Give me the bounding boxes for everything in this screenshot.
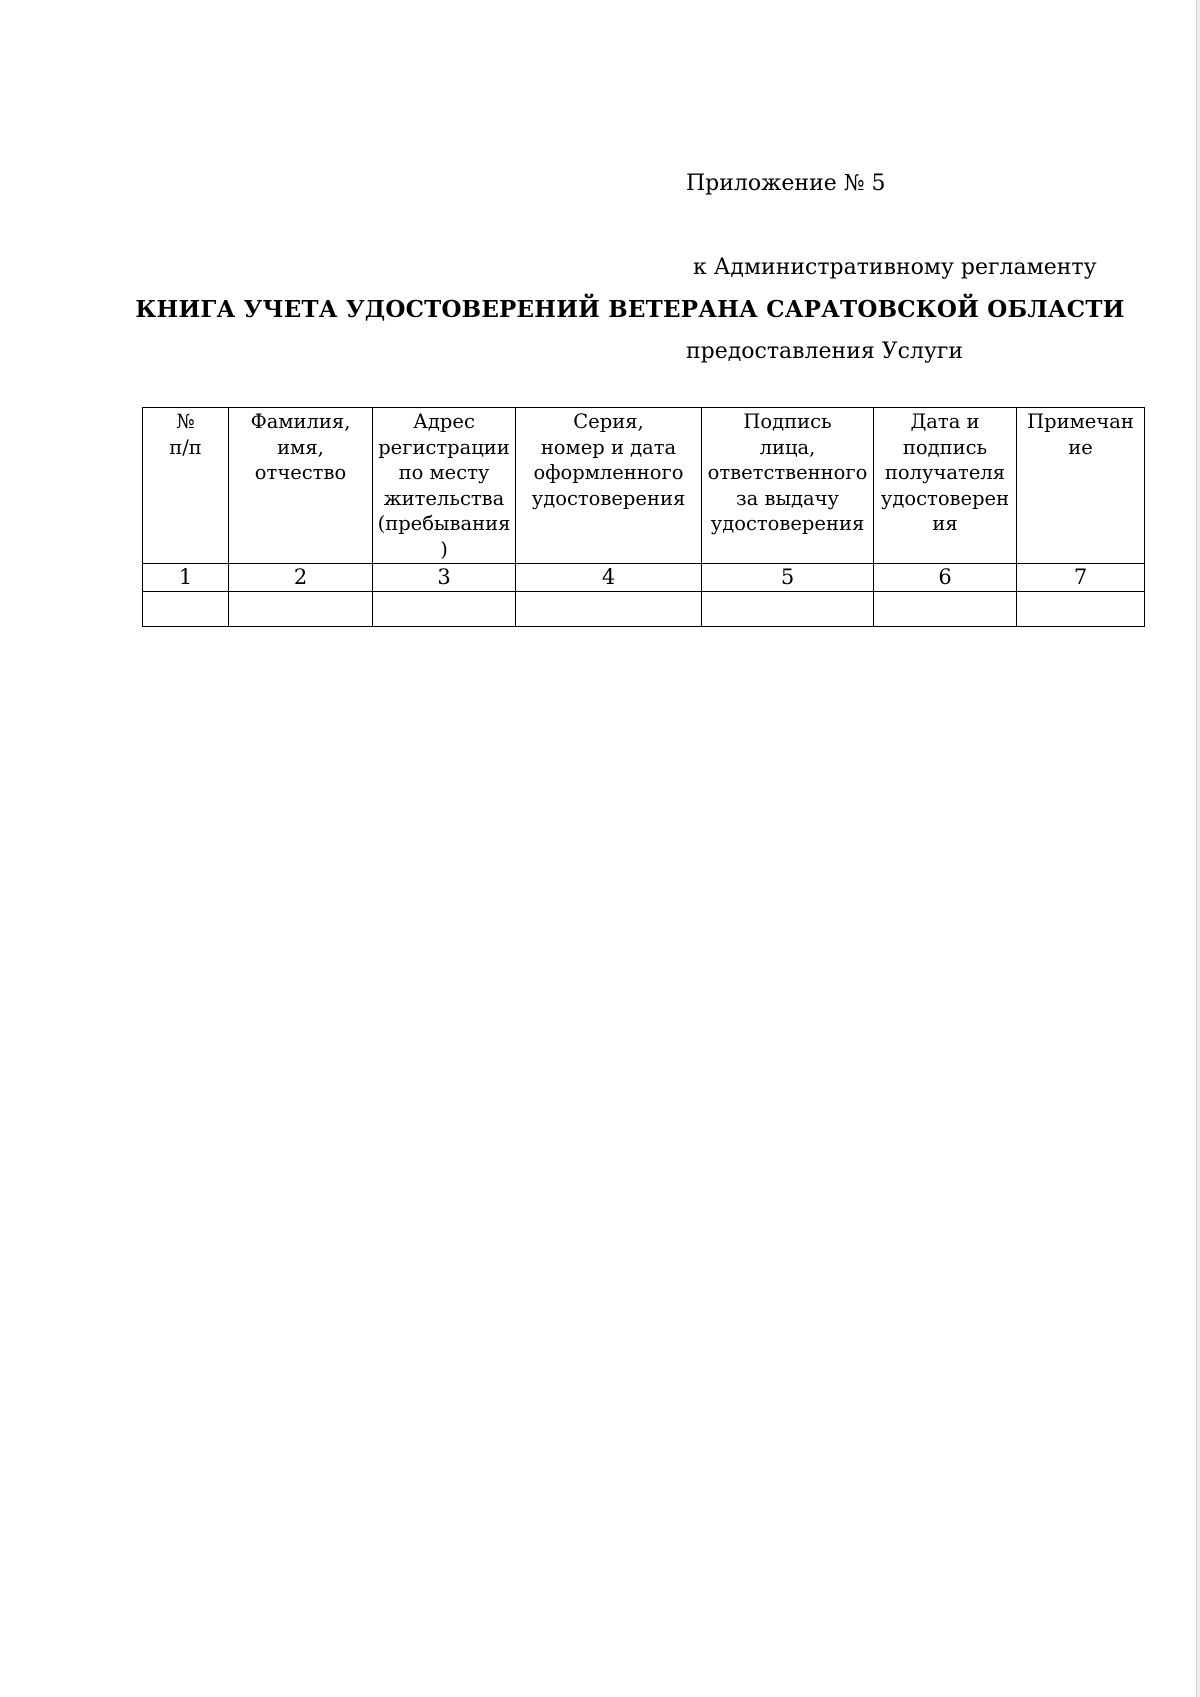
column-number: 3 [373, 563, 516, 591]
header-recipient-signature [874, 408, 1017, 564]
appendix-note [686, 114, 1097, 394]
header-certificate [516, 408, 702, 564]
header-text: за выдачу [736, 486, 839, 510]
empty-cell [229, 591, 373, 626]
column-number: 1 [143, 563, 229, 591]
header-text: Фамилия, [250, 410, 351, 433]
header-number [143, 408, 229, 564]
column-number: 4 [516, 563, 702, 591]
column-number: 2 [229, 563, 373, 591]
header-text: имя, [277, 435, 324, 459]
header-text: ия [932, 512, 958, 536]
column-number: 5 [702, 563, 874, 591]
header-text: № [176, 410, 195, 433]
header-text: (пребывания [377, 512, 511, 536]
header-text: номер и дата [540, 435, 677, 459]
column-number: 7 [1017, 563, 1145, 591]
header-text: Серия, [573, 410, 644, 433]
empty-cell [1017, 591, 1145, 626]
empty-cell [143, 591, 229, 626]
header-text: Примечан [1027, 410, 1134, 433]
register-table [142, 407, 1145, 627]
appendix-line-3: предоставления Услуги [686, 339, 964, 364]
header-note [1017, 408, 1145, 564]
header-text: ) [440, 537, 448, 561]
header-text: регистрации [378, 435, 510, 459]
empty-cell [702, 591, 874, 626]
header-text: оформленного [533, 461, 684, 485]
header-text: по месту [398, 461, 490, 485]
table-row [143, 591, 1145, 626]
header-responsible-signature [702, 408, 874, 564]
header-text: подпись [902, 435, 988, 459]
header-text: Дата и [910, 410, 980, 433]
document-title: КНИГА УЧЕТА УДОСТОВЕРЕНИЙ ВЕТЕРАНА САРАТОВСКОЙ ОБЛАСТИ [135, 296, 1125, 323]
header-text: удостоверения [531, 486, 686, 510]
header-text: Подпись [743, 410, 832, 433]
header-address [373, 408, 516, 564]
header-full-name [229, 408, 373, 564]
header-text: п/п [169, 435, 202, 459]
header-text: Адрес [413, 410, 475, 433]
appendix-line-2: к Административному регламенту [686, 255, 1097, 280]
header-text: получателя [884, 461, 1006, 485]
empty-cell [874, 591, 1017, 626]
header-text: ие [1068, 435, 1093, 459]
header-text: удостоверен [880, 486, 1010, 510]
header-row [143, 408, 1145, 564]
header-text: лица, [759, 435, 816, 459]
empty-cell [516, 591, 702, 626]
header-text: жительства [383, 486, 505, 510]
header-text: ответственного [707, 461, 868, 485]
appendix-line-1: Приложение № 5 [686, 171, 886, 196]
empty-cell [373, 591, 516, 626]
header-text: отчество [254, 461, 347, 485]
header-text: удостоверения [710, 512, 865, 536]
column-number: 6 [874, 563, 1017, 591]
page-edge [1196, 0, 1200, 1697]
column-number-row [143, 563, 1145, 591]
